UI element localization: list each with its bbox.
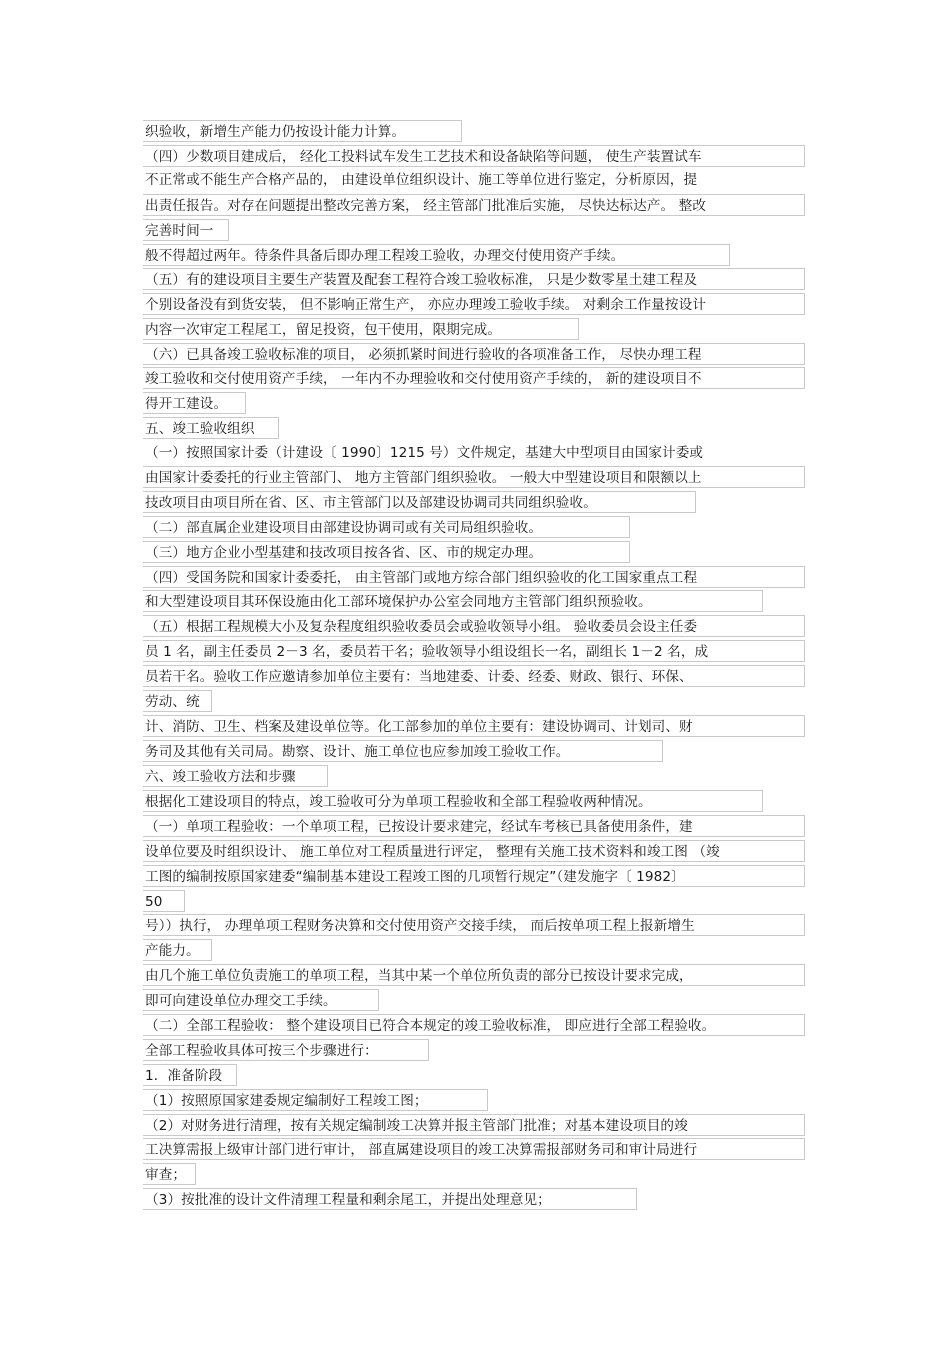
text-line: 50 bbox=[143, 890, 185, 912]
text-line: 般不得超过两年。待条件具备后即办理工程竣工验收，办理交付使用资产手续。 bbox=[143, 244, 730, 266]
text-line: （一）单项工程验收：一个单项工程，已按设计要求建完，经试车考核已具备使用条件，建 bbox=[143, 815, 805, 837]
text-line: （四）受国务院和国家计委委托， 由主管部门或地方综合部门组织验收的化工国家重点工程 bbox=[143, 566, 805, 588]
section-heading: 五、竣工验收组织 bbox=[143, 417, 279, 439]
text-line: 内容一次审定工程尾工，留足投资，包干使用，限期完成。 bbox=[143, 318, 579, 340]
text-line: （3）按批准的设计文件清理工程量和剩余尾工，并提出处理意见； bbox=[143, 1188, 637, 1210]
text-line: 竣工验收和交付使用资产手续， 一年内不办理验收和交付使用资产手续的， 新的建设项目不 bbox=[143, 367, 805, 389]
text-line: 和大型建设项目其环保设施由化工部环境保护办公室会同地方主管部门组织预验收。 bbox=[143, 590, 763, 612]
text-line: 由几个施工单位负责施工的单项工程，当其中某一个单位所负责的部分已按设计要求完成， bbox=[143, 964, 805, 986]
text-line: （五）根据工程规模大小及复杂程度组织验收委员会或验收领导小组。 验收委员会设主任委 bbox=[143, 615, 805, 637]
text-line: 得开工建设。 bbox=[143, 392, 246, 414]
text-line: （五）有的建设项目主要生产装置及配套工程符合竣工验收标准， 只是少数零星土建工程及 bbox=[143, 268, 805, 290]
text-line: 劳动、统 bbox=[143, 690, 212, 712]
text-line: 员若干名。验收工作应邀请参加单位主要有：当地建委、计委、经委、财政、银行、环保、 bbox=[143, 665, 805, 687]
text-line: （四）少数项目建成后， 经化工投料试车发生工艺技术和设备缺陷等问题， 使生产装置试车 bbox=[143, 145, 805, 167]
text-line: 完善时间一 bbox=[143, 219, 229, 241]
text-line: （六）已具备竣工验收标准的项目， 必须抓紧时间进行验收的各项准备工作， 尽快办理工程 bbox=[143, 343, 805, 365]
text-line: 员 1 名，副主任委员 2－3 名，委员若干名；验收领导小组设组长一名，副组长 1－2 名，成 bbox=[143, 640, 805, 662]
text-line: （2）对财务进行清理，按有关规定编制竣工决算并报主管部门批准；对基本建设项目的竣 bbox=[143, 1114, 805, 1136]
text-line: 根据化工建设项目的特点，竣工验收可分为单项工程验收和全部工程验收两种情况。 bbox=[143, 790, 763, 812]
text-line: 不正常或不能生产合格产品的， 由建设单位组织设计、施工等单位进行鉴定，分析原因，提 bbox=[145, 172, 698, 188]
text-line: 由国家计委委托的行业主管部门、 地方主管部门组织验收。 一般大中型建设项目和限额以上 bbox=[143, 466, 805, 488]
section-heading: 六、竣工验收方法和步骤 bbox=[143, 765, 328, 787]
text-line: 1．准备阶段 bbox=[143, 1064, 237, 1086]
text-line: 个别设备没有到货安装， 但不影响正常生产， 亦应办理竣工验收手续。 对剩余工作量按设计 bbox=[143, 293, 805, 315]
text-line: 出责任报告。对存在问题提出整改完善方案， 经主管部门批准后实施， 尽快达标达产。 整改 bbox=[143, 194, 805, 216]
text-line: （二）部直属企业建设项目由部建设协调司或有关司局组织验收。 bbox=[143, 516, 630, 538]
text-line: 务司及其他有关司局。勘察、设计、施工单位也应参加竣工验收工作。 bbox=[143, 740, 663, 762]
text-line: 全部工程验收具体可按三个步骤进行： bbox=[143, 1039, 429, 1061]
text-line: 工决算需报上级审计部门进行审计， 部直属建设项目的竣工决算需报部财务司和审计局进行 bbox=[143, 1138, 805, 1160]
text-line: 产能力。 bbox=[143, 939, 212, 961]
text-line: 技改项目由项目所在省、区、市主管部门以及部建设协调司共同组织验收。 bbox=[143, 491, 696, 513]
text-line: 号））执行， 办理单项工程财务决算和交付使用资产交接手续， 而后按单项工程上报新增生 bbox=[143, 914, 805, 936]
text-line: 即可向建设单位办理交工手续。 bbox=[143, 989, 379, 1011]
text-line: 计、消防、卫生、档案及建设单位等。化工部参加的单位主要有：建设协调司、计划司、财 bbox=[143, 715, 805, 737]
text-line: 审查； bbox=[143, 1163, 196, 1185]
text-line: （三）地方企业小型基建和技改项目按各省、区、市的规定办理。 bbox=[143, 541, 630, 563]
text-line: 工图的编制按原国家建委“编制基本建设工程竣工图的几项暂行规定”（建发施字〔 1982〕 bbox=[143, 865, 805, 887]
text-line: 织验收，新增生产能力仍按设计能力计算。 bbox=[143, 120, 462, 142]
text-line: （一）按照国家计委（计建设〔 1990〕1215 号）文件规定，基建大中型项目由国家计委或 bbox=[145, 445, 704, 461]
text-line: （1）按照原国家建委规定编制好工程竣工图； bbox=[143, 1089, 488, 1111]
text-line: （二）全部工程验收： 整个建设项目已符合本规定的竣工验收标准， 即应进行全部工程验收。 bbox=[143, 1014, 805, 1036]
text-line: 设单位要及时组织设计、 施工单位对工程质量进行评定， 整理有关施工技术资料和竣工图 （竣 bbox=[143, 840, 805, 862]
